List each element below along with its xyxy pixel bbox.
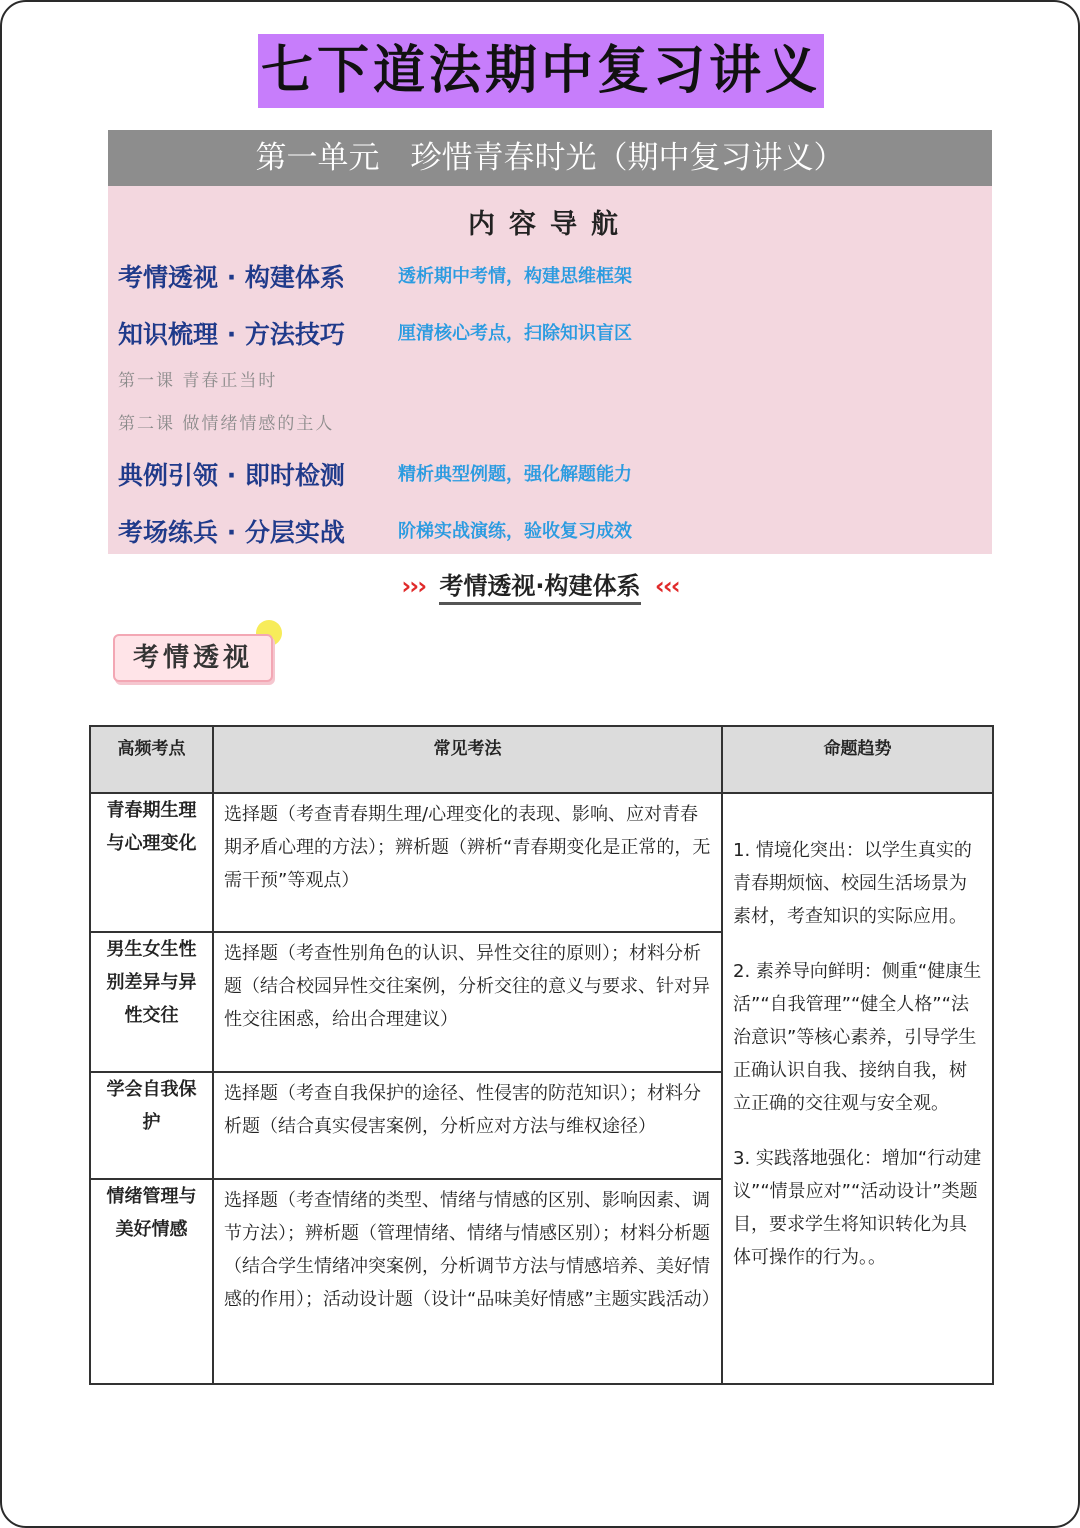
table-row	[90, 793, 993, 932]
nav-row-3-title: 典例引领 · 即时检测	[118, 461, 345, 490]
page-title: 七下道法期中复习讲义	[258, 34, 824, 108]
topic-cell: 青春期生理与心理变化	[90, 793, 213, 932]
section-banner	[0, 566, 1080, 601]
nav-row-1-desc: 透析期中考情，构建思维框架	[398, 266, 632, 287]
method-cell: 选择题（考查青春期生理/心理变化的表现、影响、应对青春期矛盾心理的方法）；辨析题（辨析“青春期变化是正常的，无需干预”等观点）	[213, 793, 722, 932]
table-header-row	[90, 726, 993, 793]
nav-row-4-desc: 阶梯实战演练，验收复习成效	[398, 521, 632, 542]
topic-cell: 男生女生性别差异与异性交往	[90, 932, 213, 1072]
right-arrows-icon: ›››	[401, 572, 426, 600]
method-cell: 选择题（考查自我保护的途径、性侵害的防范知识）；材料分析题（结合真实侵害案例，分析应对方法与维权途径）	[213, 1072, 722, 1179]
method-cell: 选择题（考查性别角色的认识、异性交往的原则）；材料分析题（结合校园异性交往案例，分析交往的意义与要求、针对异性交往困惑，给出合理建议）	[213, 932, 722, 1072]
section-badge: 考情透视	[113, 634, 273, 682]
nav-title: 内容导航	[468, 209, 632, 240]
nav-row-2-title: 知识梳理 · 方法技巧	[118, 320, 345, 349]
content-navigation	[108, 186, 992, 554]
review-table	[89, 725, 994, 1385]
header-topic: 高频考点	[90, 726, 213, 793]
method-cell: 选择题（考查情绪的类型、情绪与情感的区别、影响因素、调节方法）；辨析题（管理情绪、情绪与情感区别）；材料分析题（结合学生情绪冲突案例，分析调节方法与情感培养、美好情感的作用）；活动设计题（设计“品味美好情感”主题实践活动）	[213, 1179, 722, 1384]
nav-row-4-title: 考场练兵 · 分层实战	[118, 518, 345, 547]
unit-header: 第一单元 珍惜青春时光（期中复习讲义）	[108, 130, 992, 186]
topic-cell: 学会自我保护	[90, 1072, 213, 1179]
trend-cell	[722, 793, 993, 1384]
trend-item: 3. 实践落地强化：增加“行动建议”“情景应对”“活动设计”类题目，要求学生将知识转化为具体可操作的行为。。	[733, 1148, 982, 1268]
trend-item: 2. 素养导向鲜明：侧重“健康生活”“自我管理”“健全人格”“法治意识”等核心素养，引导学生正确认识自我、接纳自我，树立正确的交往观与安全观。	[733, 961, 982, 1114]
section-banner-text: 考情透视·构建体系	[439, 572, 640, 605]
left-arrows-icon: ‹‹‹	[654, 572, 679, 600]
nav-row-2-desc: 厘清核心考点，扫除知识盲区	[398, 323, 632, 344]
nav-lesson-2[interactable]: 第二课 做情绪情感的主人	[118, 414, 335, 434]
nav-row-1-title: 考情透视 · 构建体系	[118, 263, 345, 292]
topic-cell: 情绪管理与美好情感	[90, 1179, 213, 1384]
nav-lesson-1[interactable]: 第一课 青春正当时	[118, 371, 278, 391]
header-trend: 命题趋势	[722, 726, 993, 793]
nav-row-3-desc: 精析典型例题，强化解题能力	[398, 464, 632, 485]
trend-item: 1. 情境化突出：以学生真实的青春期烦恼、校园生活场景为素材，考查知识的实际应用。	[733, 840, 972, 927]
header-method: 常见考法	[213, 726, 722, 793]
